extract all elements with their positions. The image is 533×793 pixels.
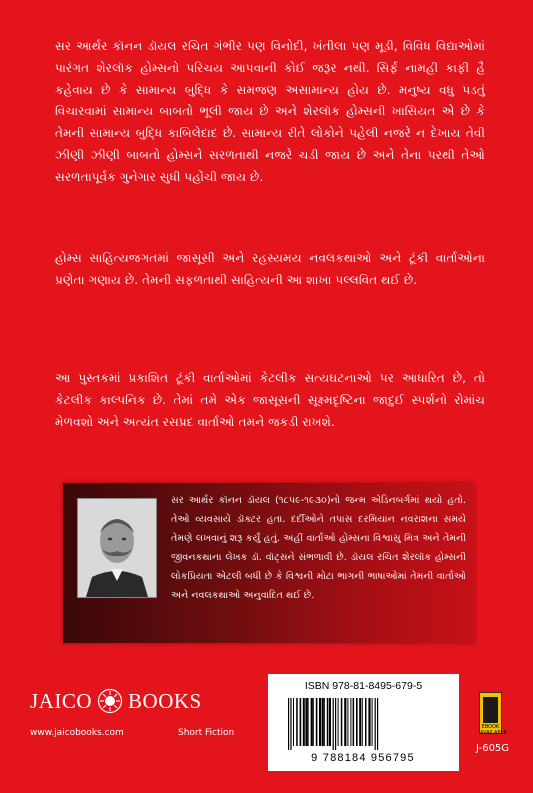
barcode-bar [362,698,363,746]
portrait-illustration [78,499,156,597]
barcode-bar [344,698,346,746]
author-bio-panel [63,483,474,643]
barcode-bar [300,698,302,746]
author-portrait-icon [77,498,157,598]
barcode-bar [368,698,370,746]
barcode-bar [365,698,367,746]
barcode-bar [305,698,307,746]
barcode-bar [296,698,298,746]
publisher-name-left: JAICO [30,688,93,713]
barcode-bar [350,698,351,746]
barcode-bar [311,698,313,746]
barcode-bar [341,698,343,746]
barcode-bar [353,698,355,746]
sun-emblem-icon [97,688,123,714]
barcode-bar [308,698,309,746]
barcode-bar [319,698,321,746]
barcode-icon [286,698,446,750]
genre-label: Short Fiction [178,728,235,738]
barcode-bar [338,698,339,746]
barcode-bar [347,698,348,746]
blurb-paragraph-1: સર આર્થર કૉનન ડૉયલ રચિત ગંભીર પણ વિનોદી, ખંતીલા પણ મૂડી, વિવિધ વિદ્યાઓમાં પારંગત શેરલૉક હોમ્સનો પરિચય આપવાની કોઈ જરૂર નથી. સિર્ફ નામહી કાફી હૈ કહેવાય છે કે સામાન્ય બુદ્ધિ કે સમજણ અસામાન્ય હોય છે. મનુષ્ય વધુ પડતું વિચારવામાં સામાન્ય બાબતો ભૂલી જાય છે અને શેરલૉક હોમ્સની ખાસિયત એ છે કે તેમની સામાન્ય બુદ્ધિ કાબિલેદાદ છે. સામાન્ય રીતે લોકોને પહેલી નજરે ન દેખાય તેવી ઝીણી ઝીણી બાબતો હોમ્સને સરળતાથી નજરે ચડી જાય છે અને તેના પરથી તેઓ સરળતાપૂર્વક ગુનેગાર સુધી પહોંચી જાય છે. [55,39,485,184]
isbn-text: ISBN 978-81-8495-679-5 [304,680,423,692]
barcode-bar [290,698,291,750]
author-bio-text: સર આર્થર કૉનન ડૉયલ (૧૮૫૯-૧૯૩૦)નો જન્મ એડિનબર્ગમાં થયો હતો. તેઓ વ્યવસાયે ડૉક્ટર હતા. દર્દીઓને તપાસ દરમિયાન નવરાશના સમયે તેમણે લખવાનું શરૂ કર્યું હતું. અહીં વાર્તાઓ હોમ્સના વિશ્વાસુ મિત્ર અને તેમની જીવનકથાના લેખક ડૉ. વૉટ્સને સંભળાવી છે. ડૉયલ રચિત શેરલૉક હોમ્સની લોકપ્રિયતા એટલી બધી છે કે વિશ્વની મોટા ભાગની ભાષાઓમાં તેમની વાર્તાઓ અને નવલકથાઓ અનુવાદિત થઈ છે. [171,495,466,601]
publisher-website: www.jaicobooks.com [30,728,124,738]
barcode-bar [329,698,331,746]
barcode-digits: 9 788184 956795 [311,752,415,764]
barcode-bar [335,698,336,750]
barcode-bar [288,698,289,750]
barcode-bar [359,698,361,746]
ebook-badge-label: EBOOK AVAILABLE [480,724,507,736]
barcode-bar [316,698,318,746]
barcode-bar [375,698,376,750]
barcode-bar [327,698,329,746]
barcode-box [268,674,459,771]
barcode-bar [356,698,358,746]
barcode-bar [313,698,314,746]
publisher-logo [30,686,202,716]
blurb-paragraph-2: હોમ્સ સાહિત્યજગતમાં જાસૂસી અને રહસ્યમય નવલકથાઓ અને ટૂંકી વાર્તાઓના પ્રણેતા ગણાય છે. તેમની સફળતાથી સાહિત્યની આ શાખા પલ્લવિત થઈ છે. [55,251,485,287]
barcode-bar [324,698,325,746]
ebook-device-icon [483,697,498,723]
barcode-bar [377,698,378,750]
blurb-paragraph-3: આ પુસ્તકમાં પ્રકાશિત ટૂંકી વાર્તાઓમાં કેટલીક સત્યઘટનાઓ પર આધારિત છે, તો કેટલીક કાલ્પનિક છે. તેમાં તમે એક જાસૂસની સૂક્ષ્મદૃષ્ટિના જાદુઈ સ્પર્શનો રોમાંચ મેળવશો અને અત્યંત રસપ્રદ વાર્તાઓ તમને જકડી રાખશે. [55,371,485,429]
publisher-name-right: BOOKS [128,688,202,713]
catalog-code: J-605G [476,743,510,754]
barcode-bar [322,698,324,746]
barcode-bar [303,698,305,746]
barcode-bar [372,698,373,746]
barcode-bar [293,698,294,746]
barcode-bar [333,698,334,750]
ebook-badge [479,692,507,736]
